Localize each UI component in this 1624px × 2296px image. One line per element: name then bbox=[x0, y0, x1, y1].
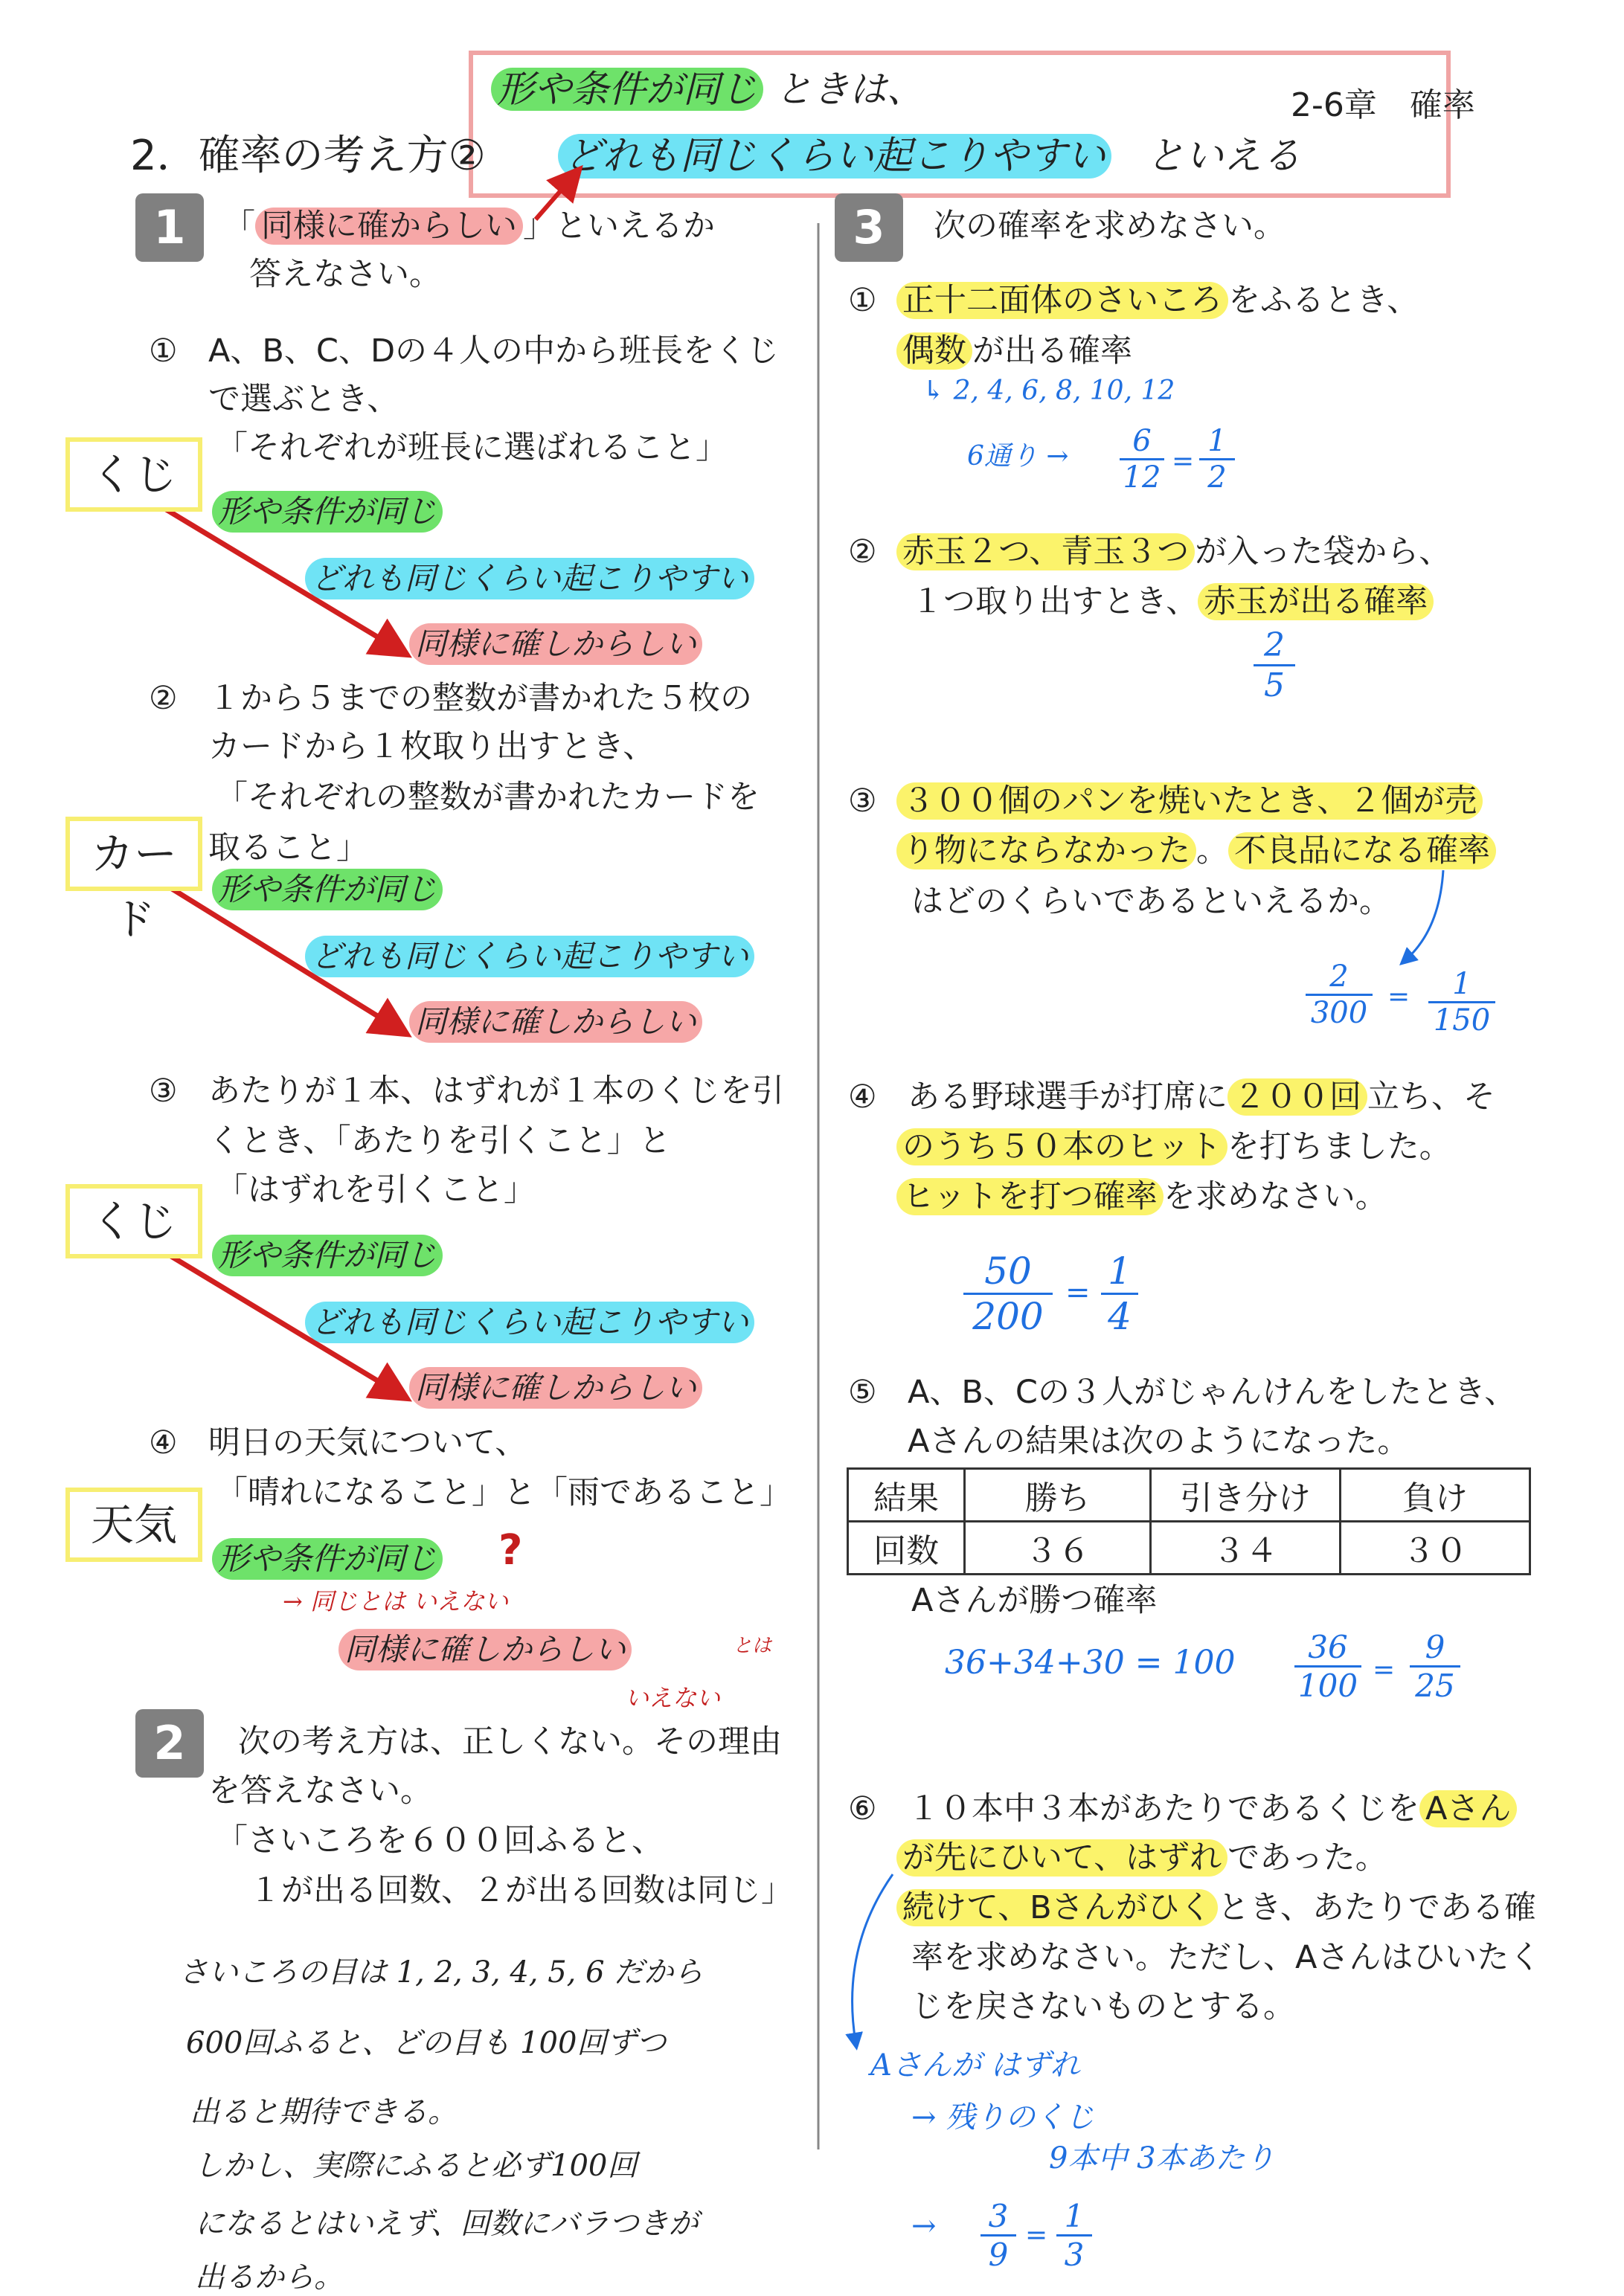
question-line: 率を求めなさい。ただし、Aさんはひいたく bbox=[911, 1939, 1541, 1976]
table-cell: 引き分け bbox=[1151, 1469, 1341, 1522]
question-line: 正十二面体のさいころ をふるとき、 bbox=[896, 277, 1419, 324]
question-line: 偶数 が出る確率 bbox=[896, 327, 1132, 375]
side-note: いえない bbox=[625, 1684, 721, 1712]
fraction: $\frac{2}{5}$ bbox=[1254, 626, 1295, 704]
section1-prompt-line2: 答えなさい。 bbox=[249, 256, 441, 293]
item-text-line: あたりが１本、はずれが１本のくじを引 bbox=[208, 1073, 784, 1110]
table-cell: ３６ bbox=[965, 1522, 1151, 1575]
chain-same-shape: 形や条件が同じ bbox=[212, 491, 443, 533]
item-text-line: 「それぞれが班長に選ばれること」 bbox=[216, 429, 728, 466]
item-text-line: カードから１枚取り出すとき、 bbox=[208, 728, 655, 765]
section1-number: 1 bbox=[135, 193, 204, 262]
section2-text: 次の考え方は、正しくない。その理由 bbox=[238, 1723, 782, 1760]
chain-equally-probable: 同様に確しからしい bbox=[338, 1629, 632, 1670]
question-line: じを戻さないものとする。 bbox=[911, 1988, 1295, 2025]
question-line: はどのくらいであるといえるか。 bbox=[911, 883, 1391, 920]
item-text-line: １から５までの整数が書かれた５枚の bbox=[208, 680, 752, 717]
header-note-line2: どれも同じくらい起こりやすい といえる bbox=[558, 132, 1301, 180]
chain-equally-likely: どれも同じくらい起こりやすい bbox=[305, 1302, 754, 1343]
question-number: ⑥ bbox=[848, 1790, 877, 1827]
question-number: ⑤ bbox=[848, 1374, 877, 1411]
results-table bbox=[847, 1467, 1531, 1575]
question-line: ある野球選手が打席に ２００回 立ち、そ bbox=[908, 1078, 1495, 1116]
side-note: とは bbox=[733, 1635, 772, 1657]
question-line: １つ取り出すとき、 赤玉が出る確率 bbox=[911, 578, 1434, 626]
table-cell: ３４ bbox=[1151, 1522, 1341, 1575]
question-line: Aさんの結果は次のようになった。 bbox=[908, 1423, 1410, 1460]
section2-answer: しかし、実際にふると必ず100回 bbox=[193, 2149, 638, 2183]
fraction: $\frac{1}{2}$ bbox=[1199, 424, 1235, 495]
item-text-line: で選ぶとき、 bbox=[208, 381, 399, 418]
question-line: 続けて、Bさんがひく とき、あたりである確 bbox=[896, 1884, 1536, 1932]
section2-answer: 600回ふると、どの目も 100回ずつ bbox=[186, 2026, 667, 2060]
table-row bbox=[848, 1469, 1530, 1522]
tag-box: くじ bbox=[65, 437, 202, 512]
chain-equally-probable: 同様に確しからしい bbox=[409, 623, 702, 665]
equals-sign: = bbox=[1065, 1276, 1091, 1310]
section2-answer: になるとはいえず、回数にバラつきが bbox=[195, 2207, 699, 2241]
red-note: → 同じとは いえない bbox=[283, 1587, 509, 1615]
question-number: ① bbox=[848, 282, 877, 319]
fraction: $\frac{3}{9}$ bbox=[981, 2198, 1016, 2273]
chain-same-shape: 形や条件が同じ bbox=[212, 1538, 443, 1580]
chain-same-shape: 形や条件が同じ bbox=[212, 1235, 443, 1276]
fraction: $\frac{1}{4}$ bbox=[1101, 1250, 1138, 1338]
question-line: Aさんが勝つ確率 bbox=[911, 1582, 1158, 1619]
item-number: ① bbox=[149, 332, 178, 370]
chain-same-shape: 形や条件が同じ bbox=[212, 869, 443, 910]
table-cell: 回数 bbox=[848, 1522, 965, 1575]
item-text-line: くとき、「あたりを引くこと」と bbox=[208, 1122, 671, 1160]
question-line: ヒットを打つ確率 を求めなさい。 bbox=[896, 1173, 1387, 1221]
question-line: ３００個のパンを焼いたとき、２個が売 bbox=[896, 777, 1483, 825]
fraction: $\frac{6}{12}$ bbox=[1120, 424, 1164, 495]
item-text-line: 「晴れになること」と「雨であること」 bbox=[216, 1474, 792, 1511]
tag-box: くじ bbox=[65, 1184, 202, 1258]
work-note: 9本中 3本あたり bbox=[1049, 2141, 1275, 2176]
tag-box: カード bbox=[65, 817, 202, 891]
section3-number: 3 bbox=[835, 193, 903, 262]
question-number: ④ bbox=[848, 1078, 877, 1116]
question-line: １０本中３本があたりであるくじを Aさん bbox=[908, 1785, 1517, 1833]
page-title: 2．確率の考え方② bbox=[130, 132, 486, 180]
table-cell: 結果 bbox=[848, 1469, 965, 1522]
item-text-line: 取ること」 bbox=[208, 829, 368, 866]
table-cell: 勝ち bbox=[965, 1469, 1151, 1522]
item-text-line: 「はずれを引くこと」 bbox=[216, 1171, 536, 1209]
item-number: ② bbox=[149, 680, 178, 717]
section3-intro: 次の確率を求めなさい。 bbox=[934, 208, 1286, 245]
equals-sign: = bbox=[1025, 2220, 1048, 2251]
section2-text: １が出る回数、２が出る回数は同じ」 bbox=[249, 1872, 793, 1909]
work-note: Aさんが はずれ bbox=[870, 2048, 1080, 2083]
work-note: 6通り → bbox=[967, 441, 1069, 472]
item-number: ③ bbox=[149, 1073, 178, 1110]
fraction: $\frac{36}{100}$ bbox=[1294, 1629, 1361, 1704]
fraction: $\frac{1}{150}$ bbox=[1428, 967, 1495, 1038]
section2-answer: 出るから。 bbox=[195, 2260, 344, 2295]
tag-box: 天気 bbox=[65, 1488, 202, 1562]
question-number: ③ bbox=[848, 782, 877, 820]
header-note-line1: 形や条件が同じ ときは、 bbox=[491, 67, 924, 112]
chapter-label: 2-6章 確率 bbox=[1291, 86, 1475, 124]
chain-equally-probable: 同様に確しからしい bbox=[409, 1001, 702, 1043]
section2-answer: さいころの目は 1, 2, 3, 4, 5, 6 だから bbox=[179, 1955, 704, 1990]
question-line: A、B、Cの３人がじゃんけんをしたとき、 bbox=[908, 1374, 1517, 1411]
chain-equally-likely: どれも同じくらい起こりやすい bbox=[305, 558, 754, 599]
question-line: り物にならなかった 。 不良品になる確率 bbox=[896, 827, 1496, 875]
question-number: ② bbox=[848, 533, 877, 570]
item-text-line: 明日の天気について、 bbox=[208, 1424, 527, 1461]
work-note: ↳ 2, 4, 6, 8, 10, 12 bbox=[922, 376, 1175, 406]
table-row bbox=[848, 1522, 1530, 1575]
question-mark: ? bbox=[498, 1526, 523, 1575]
item-number: ④ bbox=[149, 1424, 178, 1461]
question-line: のうち５０本のヒット を打ちました。 bbox=[896, 1123, 1451, 1171]
question-line: が先にひいて、はずれ であった。 bbox=[896, 1834, 1387, 1882]
section1-prompt: 「 同様に確からしい 」といえるか bbox=[223, 208, 715, 245]
item-text-line: 「それぞれの整数が書かれたカードを bbox=[216, 779, 760, 816]
item-text-line: A、B、C、Dの４人の中から班長をくじ bbox=[208, 332, 780, 370]
work-note: → 残りのくじ bbox=[911, 2100, 1095, 2135]
question-line: 赤玉２つ、青玉３つ が入った袋から、 bbox=[896, 528, 1451, 576]
section2-answer: 出ると期待できる。 bbox=[190, 2095, 458, 2129]
work-note: 36+34+30 = 100 bbox=[945, 1644, 1236, 1682]
table-cell: ３０ bbox=[1341, 1522, 1530, 1575]
equals-sign: = bbox=[1373, 1655, 1396, 1685]
fraction: $\frac{9}{25}$ bbox=[1410, 1629, 1460, 1704]
fraction: $\frac{2}{300}$ bbox=[1306, 959, 1373, 1030]
fraction: $\frac{50}{200}$ bbox=[963, 1250, 1053, 1338]
equals-sign: = bbox=[1172, 446, 1195, 477]
equals-sign: = bbox=[1387, 982, 1410, 1012]
section2-text: を答えなさい。 bbox=[208, 1772, 432, 1810]
section2-text: 「さいころを６００回ふると、 bbox=[216, 1822, 664, 1859]
arrow-note: → bbox=[911, 2209, 937, 2243]
table-cell: 負け bbox=[1341, 1469, 1530, 1522]
chain-equally-probable: 同様に確しからしい bbox=[409, 1367, 702, 1409]
section2-number: 2 bbox=[135, 1709, 204, 1778]
chain-equally-likely: どれも同じくらい起こりやすい bbox=[305, 936, 754, 977]
fraction: $\frac{1}{3}$ bbox=[1056, 2198, 1092, 2273]
